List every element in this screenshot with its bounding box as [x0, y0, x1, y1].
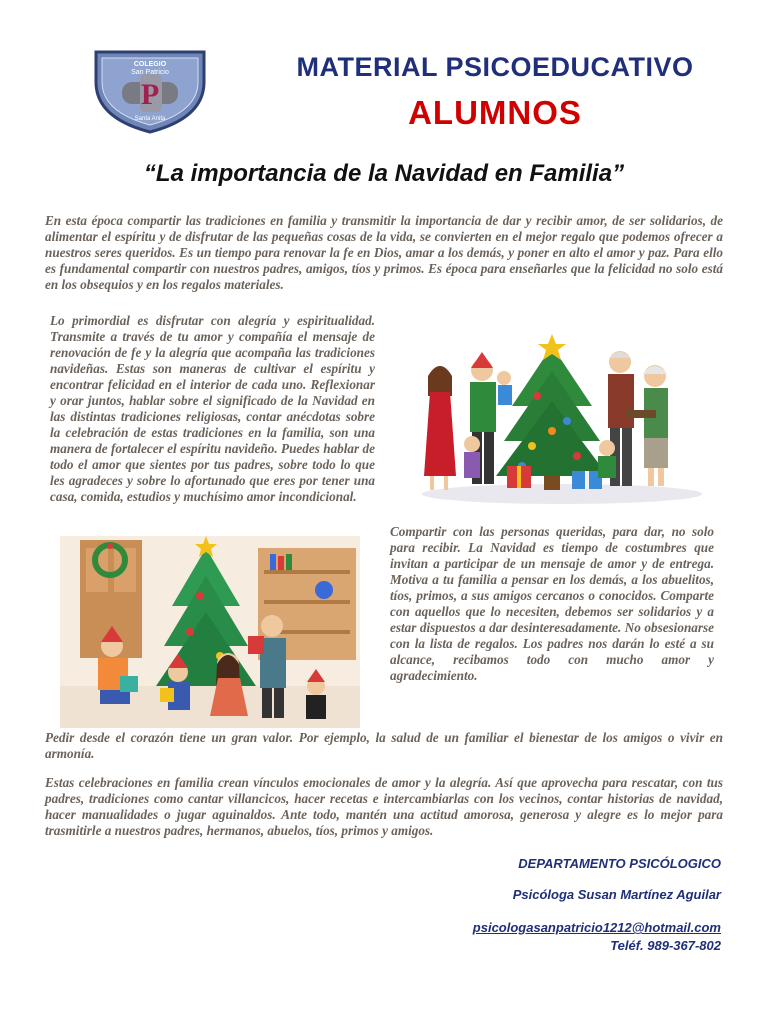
page-subtitle: ALUMNOS: [408, 94, 582, 131]
bottom-paragraph-1: Pedir desde el corazón tiene un gran valor. Por ejemplo, la salud de un familiar el bienestar de los amigos o vivir en armonía.: [45, 730, 723, 761]
logo-name: San Patricio: [131, 69, 169, 76]
intro-paragraph: En esta época compartir las tradiciones en familia y transmitir la importancia de dar y recibir amor, de ser solidarios, de alimentar el espíritu y de disfrutar de las pequeñas cosas de la vida, se convierten en el mejor regalo que podemos ofrecer a nuestros seres queridos. Es un tiempo para renovar la fe en Dios, amar a los demás, y poner en alto el amor y paz. Para ello es fundamental compartir con nuestros padres, amigos, tíos y primos. Es época para enseñarles que la felicidad no solo está en los obsequios y en los regalos materiales.: [45, 213, 723, 292]
left-paragraph: Lo primordial es disfrutar con alegría y espiritualidad. Transmite a través de tu amor y compañía el mensaje de renovación de fe y la alegría que acompaña las tradiciones navideñas. Estas son maneras de cultivar el espíritu y encontrar felicidad en el interior de cada uno. Reflexionar y orar juntos, hablar sobre el significado de la Navidad en las distintas tradiciones religiosas, contar anécdotas sobre la celebración de estas tradiciones en la familia, son una manera de fortalecer el espíritu navideño. Puedes hablar de todo el amor que sientes por tus padres, sobre todo lo que les agradeces y sobre lo afortunado que eres por tener una casa, comida, estudios y muchísimo amor incondicional.: [50, 313, 375, 504]
department-label: DEPARTAMENTO PSICÓLOGICO: [518, 856, 721, 871]
phone-number: Teléf. 989-367-802: [610, 938, 721, 953]
psychologist-name: Psicóloga Susan Martínez Aguilar: [512, 887, 721, 902]
logo-bottom-text: Santa Anita: [134, 116, 166, 122]
svg-text:P: P: [140, 78, 160, 111]
bottom-paragraph-2: Estas celebraciones en familia crean vínculos emocionales de amor y la alegría. Así que aprovecha para rescatar, con tus padres, tradiciones como cantar villancicos, hacer recetas e intercambiarlas con los vecinos, contar historias de navidad, hacer manualidades o jugar aguinaldos. Ante todo, mantén una actitud amorosa, generosa y alegre es lo mejor para trasmitirle a nuestros padres, hermanos, abuelos, tíos, primos y amigos.: [45, 775, 723, 838]
article-heading: “La importancia de la Navidad en Familia”: [143, 160, 625, 187]
email-link[interactable]: psicologasanpatricio1212@hotmail.com: [472, 920, 721, 935]
family-christmas-tree-illustration: [412, 326, 712, 506]
logo-top-text: COLEGIO: [133, 61, 167, 68]
right-paragraph: Compartir con las personas queridas, para dar, no solo para recibir. La Navidad es tiempo de costumbres que invitan a participar de un mensaje de amor y de entrega. Motiva a tu familia a pensar en los demás, a los abuelitos, tíos, primos, a sus amigos cercanos o conocidos. Comparte con aquellos que lo necesiten, debemos ser solidarios y a estar dispuestos a dar desinteresadamente. No obsesionarse con la lista de regalos. Los padres nos darán lo esté a su alcance, recibamos todo con mucho amor y agradecimiento.: [390, 524, 714, 683]
children-presents-illustration: [60, 536, 360, 728]
page-title: MATERIAL PSICOEDUCATIVO: [296, 52, 694, 82]
school-logo: [90, 44, 210, 134]
